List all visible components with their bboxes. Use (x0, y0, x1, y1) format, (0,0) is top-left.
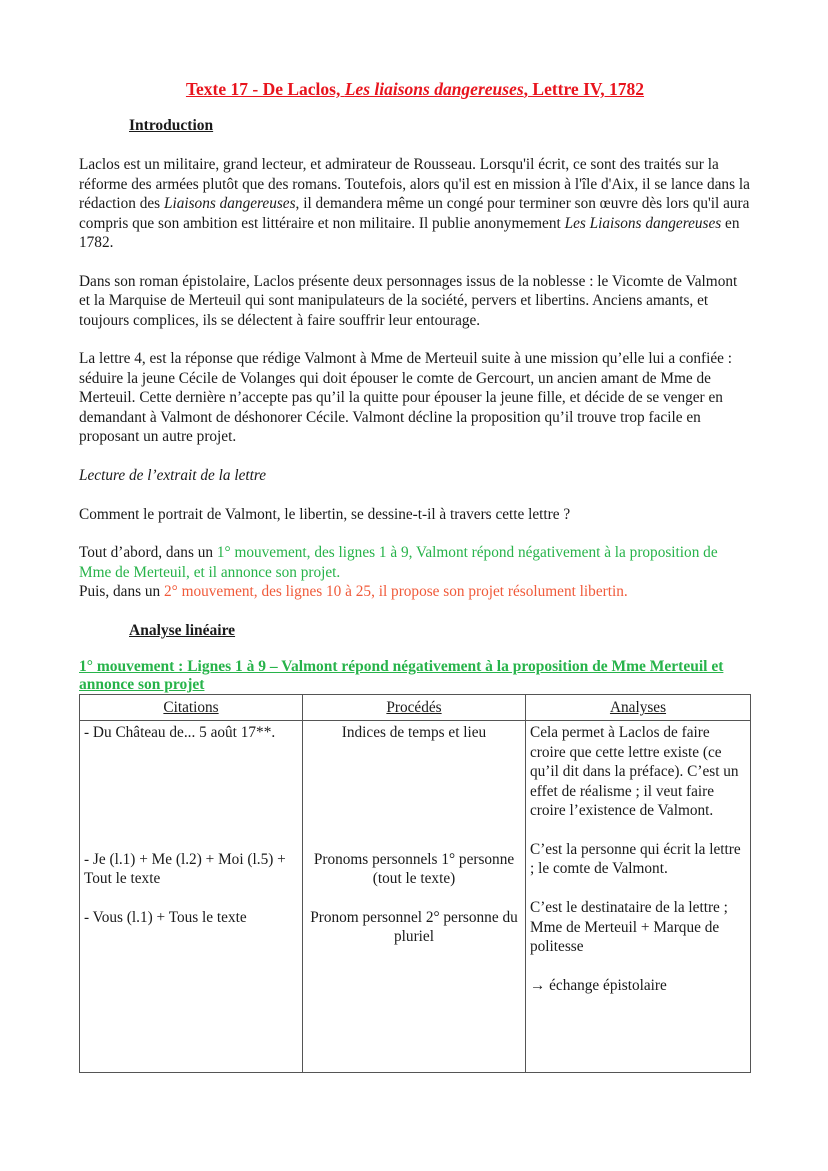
title-suffix: , Lettre IV, 1782 (523, 79, 645, 99)
epistolary-exchange-note: → échange épistolaire (530, 976, 667, 994)
table-row (80, 721, 751, 1073)
header-citations: Citations (80, 695, 303, 721)
intro-paragraph-3: La lettre 4, est la réponse que rédige Valmont à Mme de Merteuil suite à une mission qu’elle lui a confiée : séduire la jeune Cécile de Volanges qui doit épouser le comte de Gercourt, un ancien amant de Mme de Merteuil. Cette dernière n’accepte pas qu’il la quitte pour épouser la jeune fille, et décide de se venger en demandant à Valmont de déshonorer Cécile. Valmont décline la proposition qu’il trouve trop facile en proposant un autre projet. (79, 350, 733, 446)
table-header-row (80, 695, 751, 721)
introduction-heading: Introduction (129, 117, 214, 134)
plan-paragraph: Tout d’abord, dans un 1° mouvement, des lignes 1 à 9, Valmont répond négativement à la proposition de Mme de Merteuil, et il annonce son projet. Puis, dans un 2° mouvement, des lignes 10 à 25, il propose son projet résolument libertin. (79, 544, 718, 601)
procedes-cell: Indices de temps et lieu Pronoms personnels 1° personne (tout le texte) Pronom personnel 2° personne du pluriel (303, 721, 526, 1073)
header-analyses: Analyses (526, 695, 751, 721)
header-procedes: Procédés (303, 695, 526, 721)
analysis-table (79, 694, 751, 1073)
movement-1-title: 1° mouvement : Lignes 1 à 9 – Valmont répond négativement à la proposition de Mme Merteuil et annonce son projet (79, 658, 724, 694)
title-prefix: Texte 17 - De Laclos, (185, 79, 345, 99)
analyses-cell: Cela permet à Laclos de faire croire que cette lettre existe (ce qu’il dit dans la préface). C’est un effet de réalisme ; il veut faire croire l’existence de Valmont. C’est la personne qui écrit la lettre ; le comte de Valmont. C’est le destinataire de la lettre ; Mme de Merteuil + Marque de politesse → échange épistolaire (526, 721, 751, 1073)
plan-movement-2: 2° mouvement, des lignes 10 à 25, il propose son projet résolument libertin. (164, 583, 628, 601)
analysis-heading: Analyse linéaire (129, 622, 236, 640)
intro-paragraph-1: Laclos est un militaire, grand lecteur, et admirateur de Rousseau. Lorsqu'il écrit, ce sont des traités sur la réforme des armées plutôt que des romans. Toutefois, alors qu'il est en mission à l'île d'Aix, il se lance dans la rédaction des Liaisons dangereuses, il demandera même un congé pour terminer son œuvre dès lors qu'il aura compris que son ambition est littéraire et non militaire. Il publie anonymement Les Liaisons dangereuses en 1782. (79, 156, 750, 252)
intro-paragraph-2: Dans son roman épistolaire, Laclos présente deux personnages issus de la noblesse : le Vicomte de Valmont et la Marquise de Merteuil qui sont manipulateurs de la société, pervers et libertins. Anciens amants, et toujours complices, ils se délectent à faire souffrir leur entourage. (79, 272, 738, 329)
reading-note: Lecture de l’extrait de la lettre (79, 466, 267, 484)
citations-cell: - Du Château de... 5 août 17**. - Je (l.1) + Me (l.2) + Moi (l.5) + Tout le texte - Vous (l.1) + Tous le texte (80, 721, 303, 1073)
document-title (79, 78, 751, 100)
problematic: Comment le portrait de Valmont, le libertin, se dessine-t-il à travers cette lettre ? (79, 505, 571, 523)
plan-movement-1: 1° mouvement, des lignes 1 à 9, Valmont répond négativement à la proposition de Mme de Merteuil, et il annonce son projet. (79, 544, 718, 581)
document-page (79, 78, 751, 1073)
title-work: Les liaisons dangereuses (344, 79, 524, 99)
